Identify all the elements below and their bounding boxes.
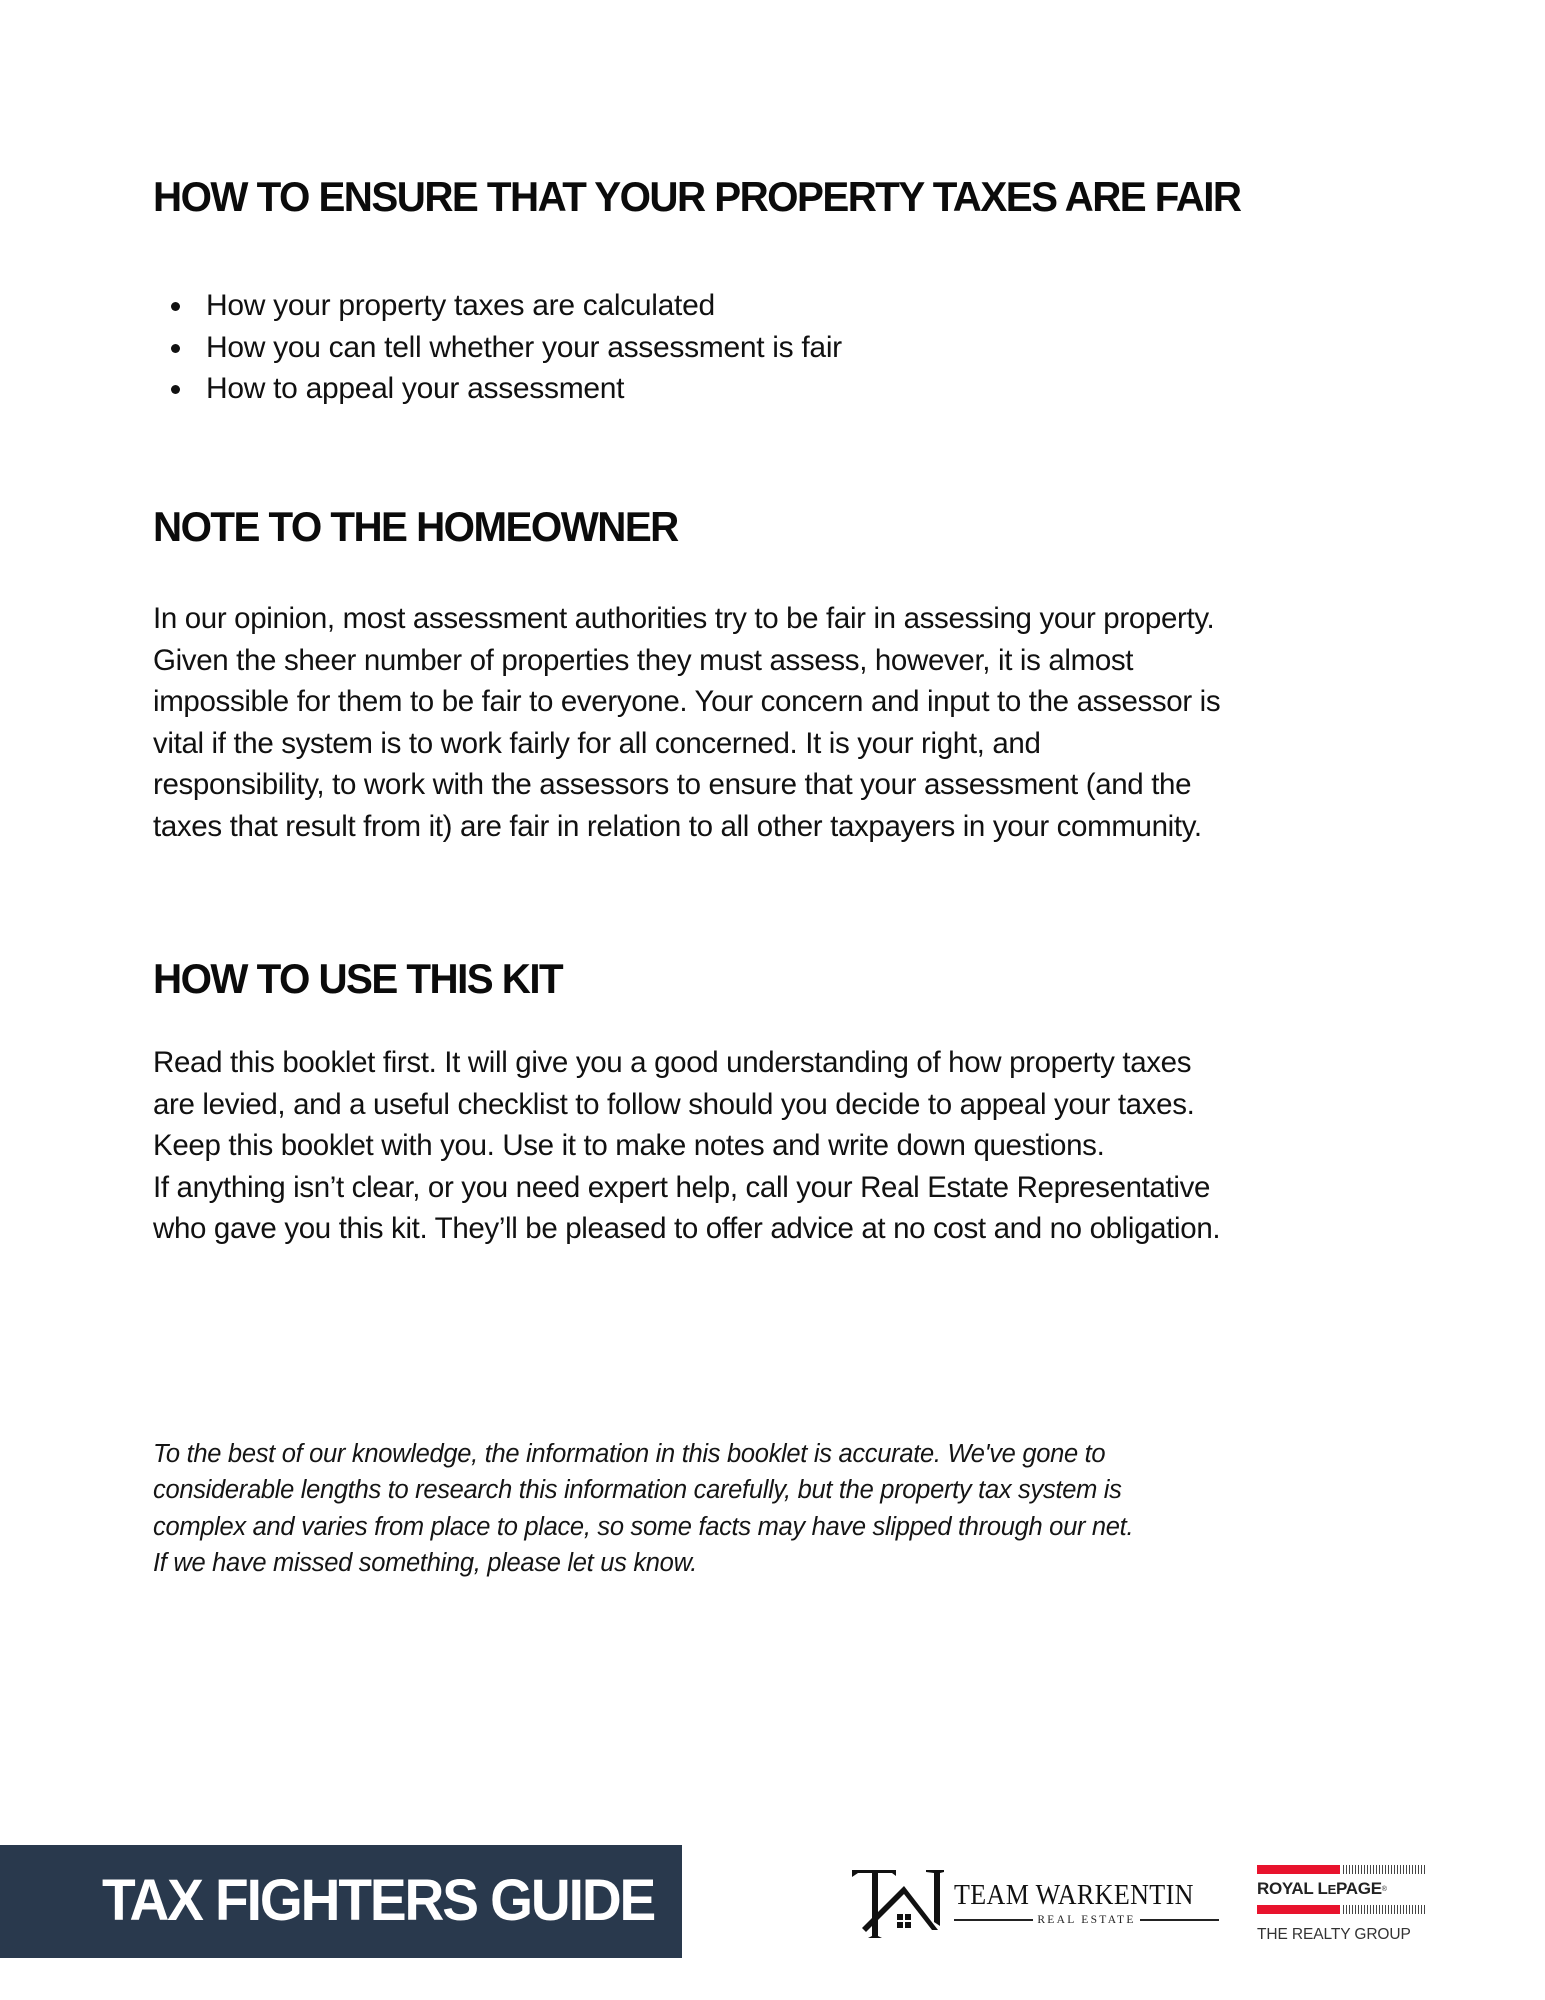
red-stripe (1257, 1865, 1340, 1874)
paragraph-line: vital if the system is to work fairly for all concerned. It is your right, and (153, 726, 1041, 760)
logo-window-pane (897, 1914, 903, 1920)
subtitle-text: REAL ESTATE (1037, 1914, 1136, 1926)
royal-lepage-wordmark (1257, 1877, 1387, 1902)
paragraph-line: In our opinion, most assessment authorities try to be fair in assessing your property. (153, 602, 1215, 635)
paragraph-line: impossible for them to be fair to everyone. Your concern and input to the assessor is (153, 685, 1221, 719)
hatch-stripe (1343, 1865, 1425, 1874)
disclaimer-line: complex and varies from place to place, so some facts may have slipped through our net. (153, 1512, 1134, 1541)
bullet-dot-icon (171, 344, 180, 353)
brand-small-e: E (1327, 1882, 1337, 1897)
paragraph-line: Keep this booklet with you. Use it to make notes and write down questions. (153, 1129, 1105, 1163)
note-paragraph (153, 598, 1220, 848)
brand-suffix: PAGE (1336, 1879, 1382, 1898)
bullet-item (168, 327, 842, 369)
heading-note-to-homeowner: NOTE TO THE HOMEOWNER (153, 503, 678, 550)
disclaimer-line: To the best of our knowledge, the information in this booklet is accurate. We've gone to (153, 1440, 1106, 1468)
logo-window-pane (905, 1914, 911, 1920)
tw-house-monogram-icon (848, 1866, 948, 1946)
bullet-text: How your property taxes are calculated (206, 289, 715, 322)
kit-paragraph (153, 1042, 1220, 1250)
footer-title-banner (0, 1845, 682, 1958)
disclaimer-line: considerable lengths to research this information carefully, but the property tax system is (153, 1476, 1122, 1505)
paragraph-line: are levied, and a useful checklist to follow should you decide to appeal your taxes. (153, 1087, 1195, 1121)
team-warkentin-name: TEAM WARKENTIN (954, 1880, 1194, 1911)
logo-letter-n-stroke (926, 1870, 944, 1926)
heading-how-to-use-kit: HOW TO USE THIS KIT (153, 955, 563, 1002)
bullet-dot-icon (171, 302, 180, 311)
topics-bullet-list (168, 285, 842, 410)
realty-group-name: THE REALTY GROUP (1257, 1926, 1411, 1943)
hatch-stripe (1343, 1905, 1425, 1914)
paragraph-line: Read this booklet first. It will give you a good understanding of how property taxes (153, 1046, 1192, 1079)
paragraph-line: who gave you this kit. They’ll be pleased to offer advice at no cost and no obligation. (153, 1212, 1221, 1246)
bullet-item (168, 285, 842, 327)
paragraph-line: responsibility, to work with the assessors to ensure that your assessment (and the (153, 768, 1192, 802)
logo-window-pane (905, 1922, 911, 1928)
page-heading-ensure-fair-taxes: HOW TO ENSURE THAT YOUR PROPERTY TAXES ARE FAIR (153, 173, 1241, 220)
divider-line (1140, 1919, 1219, 1921)
paragraph-line: If anything isn’t clear, or you need expert help, call your Real Estate Representative (153, 1170, 1211, 1204)
divider-line (954, 1919, 1033, 1921)
brand-prefix: ROYAL L (1257, 1879, 1328, 1898)
red-stripe (1257, 1905, 1340, 1914)
paragraph-line: taxes that result from it) are fair in relation to all other taxpayers in your community. (153, 809, 1202, 843)
bullet-item (168, 368, 842, 410)
footer-title: TAX FIGHTERS GUIDE (102, 1868, 655, 1933)
logo-window-pane (897, 1922, 903, 1928)
bullet-dot-icon (171, 385, 180, 394)
disclaimer-paragraph (153, 1436, 1133, 1581)
royal-lepage-logo (1257, 1864, 1427, 1959)
registered-mark: ® (1381, 1886, 1387, 1893)
team-warkentin-subtitle (954, 1912, 1219, 1928)
bullet-text: How to appeal your assessment (206, 372, 625, 405)
bullet-text: How you can tell whether your assessment is fair (206, 330, 842, 364)
disclaimer-line: If we have missed something, please let us know. (153, 1548, 698, 1577)
paragraph-line: Given the sheer number of properties they must assess, however, it is almost (153, 643, 1134, 677)
